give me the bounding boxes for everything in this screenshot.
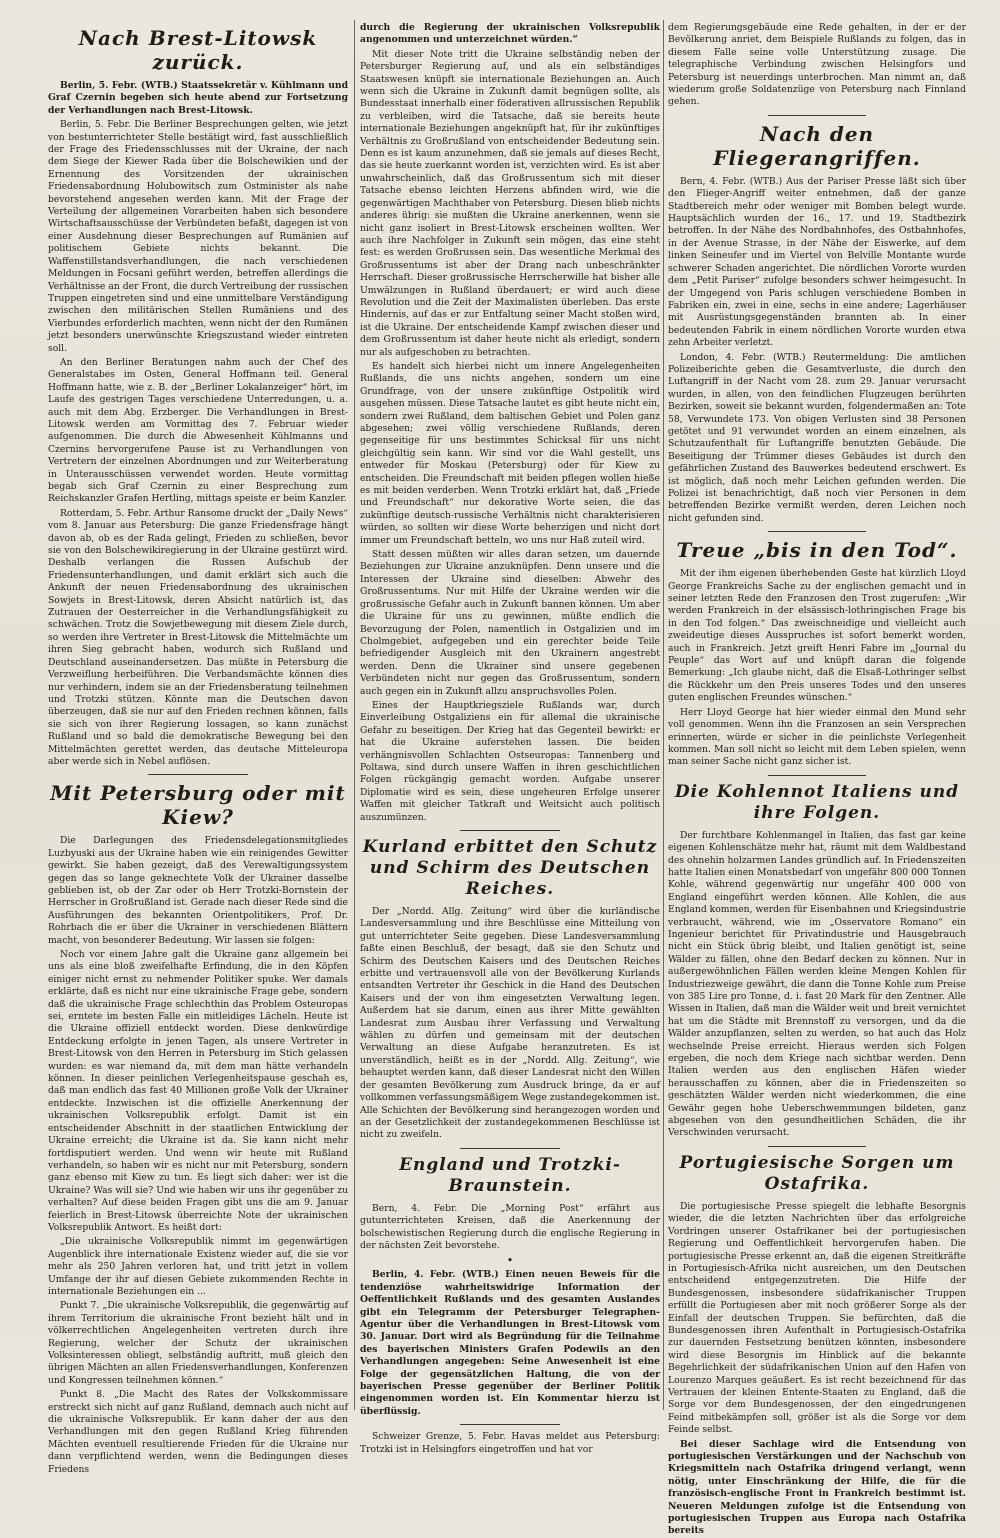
section-divider <box>148 774 248 775</box>
headline-kurland: Kurland erbittet den Schutz und Schirm des Deutschen Reiches. <box>362 837 658 899</box>
section-divider <box>768 115 866 116</box>
article-paragraph: durch die Regierung der ukrainischen Volksrepublik angenommen und unterzeichnet würden.“ <box>360 22 660 46</box>
article-paragraph: Der „Nordd. Allg. Zeitung“ wird über die kurländische Landesversammlung und ihre Beschlüsse eine Mitteilung von gut unterrichteter Seite gegeben. Diese Landesversammlung faßte einen Beschluß, der besagt, daß sie den Schutz und Schirm des Deutschen Kaisers und des Deutschen Reiches erbitte und vertrauensvoll alle von der Bevölkerung Kurlands entsandten Vertreter ihr Geschick in die Hand des Deutschen Kaisers und der von ihm eingesetzten Verwaltung legen. Außerdem hat sie darum, einen aus ihrer Mitte gewählten Landesrat zum Ausbau ihrer Verfassung und Verwaltung wählen zu dürfen und gemeinsam mit der deutschen Verwaltung an diese Aufgabe heranzutreten. Es ist unverständlich, heißt es in der „Nordd. Allg. Zeitung“, wie behauptet werden kann, daß dieser Landesrat nicht den Willen der gesamten Bevölkerung zum Ausdruck bringe, da er auf vollkommen verfassungsmäßigem Wege zustandegekommen ist. Alle Schichten der Bevölkerung sind herangezogen worden und an der Gesetzlichkeit der zustandegekommenen Beschlüsse ist nicht zu zweifeln. <box>360 906 660 1141</box>
section-divider <box>768 775 866 776</box>
section-divider <box>768 531 866 532</box>
column-rule <box>663 20 664 1410</box>
headline-england-trotzki: England und Trotzki-Braunstein. <box>399 1154 621 1196</box>
article-paragraph: Schweizer Grenze, 5. Febr. Havas meldet aus Petersburg: Trotzki ist in Helsingfors eingetroffen und hat vor <box>360 1431 660 1455</box>
article-paragraph: Berlin, 5. Febr. Die Berliner Besprechungen gelten, wie jetzt von bestunterrichteter Stelle bestätigt wird, fast ausschließlich der Frage des Friedensschlusses mit der Ukraine, der nach dem Siege der Kiewer Rada über die Bolschewikien und der Ernennung des Vorsitzenden der ukrainischen Friedensabordnung Holubowitsch zum Ostminister als nahe bevorstehend angesehen werden kann. Mit der Frage der Verteilung der allgemeinen Vorarbeiten haben sich besondere Wirtschaftsausschüsse der Verbündeten befaßt, dagegen ist von einer Ausdehnung dieser Besprechungen auf Rumänien auf politischem Gebiete nichts bekannt. Die Waffenstillstandsverhandlungen, die nach verschiedenen Meldungen in Focsani geführt werden, betreffen allerdings die Verhältnisse an der Front, die durch Vertreibung der russischen Truppen eingetreten sind und eine unmittelbare Verständigung zwischen den militärischen Stellen Rumäniens und des Vierbundes erforderlich machten, wenn nicht der den Rumänen jetzt besonders unerwünschte Kriegszustand wieder eintreten soll. <box>48 119 348 354</box>
section-divider <box>460 1424 560 1425</box>
article-paragraph: Berlin, 5. Febr. (WTB.) Staatssekretär v. Kühlmann und Graf Czernin begeben sich heute abend zur Fortsetzung der Verhandlungen nach Brest-Litowsk. <box>48 80 348 116</box>
article-paragraph: Herr Lloyd George hat hier wieder einmal den Mund sehr voll genommen. Wenn ihn die Franzosen an sein Versprechen erinnerten, würde er sicher in die peinlichste Verlegenheit kommen. Man soll nicht so leicht mit dem Leben spielen, wenn man seiner Sache nicht ganz sicher ist. <box>668 706 966 768</box>
article-paragraph: Es handelt sich hierbei nicht um innere Angelegenheiten Rußlands, die uns nichts angehen, sondern um eine Grundfrage, von der unsere zukünftige Ostpolitik wird ausgehen müssen. Diese Tatsache lautet es gibt heute nicht ein, sondern zwei Rußland, dem baltischen Gebiet und Polen ganz abgesehen; zwei völlig verschiedene Rußlands, deren gegenseitige für uns bestimmtes Schicksal für uns nicht gleichgültig sein kann. Wir sind vor die Wahl gestellt, uns entweder für Moskau (Petersburg) oder für Kiew zu entscheiden. Die Freundschaft mit beiden pflegen wollen hieße es mit beiden verderben. Wenn Trotzki erklärt hat, daß „Friede und Freundschaft“ nur dekorative Worte seien, die das zukünftige deutsch-russische Verhältnis nicht charakterisieren würden, so sollten wir diese Worte beherzigen und nicht dort immer um Freundschaft betteln, wo uns nur Haß zuteil wird. <box>360 360 660 546</box>
section-divider <box>460 1148 560 1149</box>
article-paragraph: Mit dieser Note tritt die Ukraine selbständig neben der Petersburger Regierung auf, und als ein selbständiges Staatswesen knüpft sie internationale Beziehungen an. Auch wenn sich die Ukraine in Zukunft damit begnügen sollte, als Bundesstaat innerhalb einer föderativen allrussischen Republik zu verbleiben, wird die Tatsache, daß sie bereits heute internationale Beziehungen angeknüpft hat, für ihr zukünftiges Verhältnis zu Großrußland von entscheidender Bedeutung sein. Denn es ist kaum anzunehmen, daß sie jemals auf dieses Recht, das sie heute zuerkannt worden ist, verzichten wird. Es ist aber unwahrscheinlich, daß das Großrussentum sich mit dieser Tatsache ebenso leichten Herzens abfinden wird, wie die gegenwärtigen Machthaber von Petersburg. Diesen blieb nichts anderes übrig: sie mußten die Ukraine anerkennen, wenn sie nicht ganz isoliert in Brest-Litowsk erscheinen wollten. Wer auch ihre Nachfolger in Zukunft sein mögen, das eine steht fest: es werden Großrussen sein. Das wesentliche Merkmal des Großrussentums ist aber der Drang nach unbeschränkter Herrschaft. Dieser großrussische Herrscherwille hat bisher alle Umwälzungen in Rußland überdauert; er wird auch diese Revolution und die Zeit der Maximalisten überleben. Das erste Hindernis, auf das er zur Entfaltung seiner Macht stoßen wird, ist die Ukraine. Der entscheidende Kampf zwischen dieser und dem Großrussentum ist daher heute nicht als erledigt, sondern nur als aufgeschoben zu betrachten. <box>360 48 660 358</box>
headline-ostafrika: Portugiesische Sorgen um Ostafrika. <box>679 1152 955 1194</box>
article-paragraph: Punkt 7. „Die ukrainische Volksrepublik, die gegenwärtig auf ihrem Territorium die ukrainische Front bezieht hält und in völkerrechtlichen Angelegenheiten vertreten durch ihre Regierung, welcher der Schutz der ukrainischen Volksinteressen obliegt, selbständig auftritt, muß gleich den übrigen Mächten an allen Friedensverhandlungen, Konferenzen und Kongressen teilnehmen können.“ <box>48 1300 348 1386</box>
section-divider <box>768 1146 866 1147</box>
article-paragraph: Mit der ihm eigenen überhebenden Geste hat kürzlich Lloyd George Frankreichs Sache zu der englischen gemacht und in seiner letzten Rede den Franzosen den Trost zugerufen: „Wir werden Frankreich in der elsässisch-lothringischen Frage bis in den Tod folgen.“ Das zweischneidige und vielleicht auch zweideutige dieses Ausspruches ist sofort bemerkt worden, auch in Frankreich. Jetzt greift Henri Fabre im „Journal du Peuple“ das Wort auf und knüpft daran die folgende Bemerkung: „Ich glaube nicht, daß die Elsaß-Lothringer selbst die Rückkehr um den Preis unseres Todes und den unseres guten englischen Freundes wünschen.“ <box>668 568 966 704</box>
article-paragraph: Berlin, 4. Febr. (WTB.) Einen neuen Beweis für die tendenziöse wahrheitswidrige Information der Oeffentlichkeit Rußlands und des gesamten Auslandes gibt ein Telegramm der Petersburger Telegraphen-Agentur über die Verhandlungen in Brest-Litowsk vom 30. Januar. Dort wird als Begründung für die Teilnahme des bayerischen Ministers Grafen Podewils an den Verhandlungen angegeben: Seine Anwesenheit ist eine Folge der gegensätzlichen Haltung, die von der bayerischen Presse gegenüber der Berliner Politik eingenommen worden ist. Ein Kommentar hierzu ist überflüssig. <box>360 1269 660 1417</box>
article-paragraph: Bern, 4. Febr. Die „Morning Post“ erfährt aus gutunterrichteten Kreisen, daß die Anerkennung der bolschewistischen Regierung durch die englische Regierung in der nächsten Zeit bevorstehe. <box>360 1202 660 1251</box>
headline-kohlennot: Die Kohlennot Italiens und ihre Folgen. <box>674 781 960 823</box>
article-paragraph: Bern, 4. Febr. (WTB.) Aus der Pariser Presse läßt sich über den Flieger-Angriff weiter entnehmen, daß der ganze Stadtbereich mehr oder weniger mit Bomben belegt wurde. Hauptsächlich wurden der 16., 17. und 19. Stadtbezirk betroffen. In der Nähe des Nordbahnhofes, des Ostbahnhofes, in der Avenue Strasse, in der Nähe der Eiswerke, auf dem linken Seineufer und im Viertel von Belville Montante wurde schwerer Schaden angerichtet. Die nördlichen Vororte wurden dem „Petit Pariser“ zufolge besonders schwer heimgesucht. In der Umgegend von Paris schlugen verschiedene Bomben in Fabriken ein, zwei in eine, sechs in eine andere; Lagerhäuser mit Ausrüstungsgegenständen brannten ab. In einer bedeutenden Fabrik in einem nördlichen Vororte wurden etwa zehn Arbeiter verletzt. <box>668 175 966 349</box>
article-paragraph: London, 4. Febr. (WTB.) Reutermeldung: Die amtlichen Polizeiberichte geben die Gesamtverluste, die durch den Luftangriff in der Nacht vom 28. zum 29. Januar verursacht wurden, in allen, von den feindlichen Flugzeugen berührten Bezirken, soweit sie bekannt wurden, folgendermaßen an: Tote 58, Verwundete 173. Von obigen Verlusten sind 38 Personen getötet und 91 verwundet worden an einem einzelnen, als Schutzaufenthalt für Luftangriffe benutzten Gebäude. Die Beseitigung der Trümmer dieses Gebäudes ist durch den gefährlichen Zustand des Bauwerkes bedeutend erschwert. Es ist möglich, daß noch mehr Leichen gefunden werden. Die Polizei ist benachrichtigt, daß noch vier Personen in dem betreffenden Bezirke vermißt werden, deren Leichen noch nicht gefunden sind. <box>668 351 966 524</box>
column-1 <box>48 22 348 1475</box>
article-paragraph: Die Darlegungen des Friedensdelegationsmitgliedes Luzbyuski aus der Ukraine haben wie ein reinigendes Gewitter gewirkt. Sie haben gezeigt, daß des Verewaltigungssystem gegen das so lange geknechtete Volk der Ukrainer dasselbe geblieben ist, ob der Zar oder ob Herr Trotzki-Bornstein der Herrscher in Großrußland ist. Gerade nach dieser Rede sind die Ausführungen des bekannten Orientpolitikers, Prof. Dr. Rohrbach die er über die Ukrainer in verschiedenen Blättern macht, von besonderer Bedeutung. Wir lassen sie folgen: <box>48 835 348 946</box>
column-rule <box>354 20 355 1410</box>
article-paragraph: „Die ukrainische Volksrepublik nimmt im gegenwärtigen Augenblick ihre internationale Existenz wieder auf, die sie vor mehr als 250 Jahren verloren hat, und tritt jetzt in vollem Umfange der ihr auf diesen Gebiete zukommenden Rechte in internationale Beziehungen ein ... <box>48 1236 348 1297</box>
headline-brest-litowsk: Nach Brest-Litowsk zurück. <box>78 26 318 74</box>
column-2 <box>360 22 660 1455</box>
article-paragraph: Bei dieser Sachlage wird die Entsendung von portugiesischen Verstärkungen und der Nachschub von Kriegsmitteln nach Ostafrika dringend verlangt, wenn nötig, unter Einschränkung der Hilfe, die für die französisch-englische Front in Frankreich bestimmt ist. Neueren Meldungen zufolge ist die Entsendung von portugiesischen Truppen aus Europa nach Ostafrika bereits <box>668 1438 966 1537</box>
article-paragraph: Statt dessen müßten wir alles daran setzen, um dauernde Beziehungen zur Ukraine anzuknüpfen. Denn unsere und die Interessen der Ukraine sind dieselben: Abwehr des Großrussentums. Nur mit Hilfe der Ukraine werden wir die großrussische Gefahr auch in Zukunft bannen können. Um aber die Ukraine für uns zu gewinnen, müßte endlich die Bevorzugung der Polen, namentlich in Ostgalizien und im Cholmgebiet, aufgegeben und ein gerechter beide Teile befriedigender Ausgleich mit den Ukrainern angestrebt werden. Denn die Ukrainer sind unsere gegebenen Verbündeten nicht nur gegen das Großrussentum, sondern auch gegen ein in Zukunft allzu anspruchsvolles Polen. <box>360 549 660 697</box>
article-paragraph: An den Berliner Beratungen nahm auch der Chef des Generalstabes im Osten, General Hoffmann teil. General Hoffmann hatte, wie z. B. der „Berliner Lokalanzeiger“ hört, im Laufe des gestrigen Tages verschiedene Unterredungen, u. a. auch mit dem Abg. Erzberger. Die Verhandlungen in Brest-Litowsk werden am Vormittag des 7. Februar wieder aufgenommen. Die durch die Abwesenheit Kühlmanns und Czernins hervorgerufene Pause ist zu Verhandlungen von Vertretern der einzelnen Abordnungen und zur Weiterberatung in Unterausschüssen verwendet worden. Heute vormittag begab sich Graf Czernin zu einer Besprechung zum Reichskanzler Grafen Hertling, mittags speiste er beim Kanzler. <box>48 356 348 505</box>
separator-dot: • <box>506 1254 514 1268</box>
section-divider <box>460 830 560 831</box>
article-paragraph: dem Regierungsgebäude eine Rede gehalten, in der er der Bevölkerung anriet, dem Beispiele Rußlands zu folgen, das in diesem Falle seine volle Unterstützung zusage. Die telegraphische Verbindung zwischen Helsingfors und Petersburg ist neuerdings unterbrochen. Man nimmt an, daß wiederum große Soldatenzüge von Petersburg nach Finnland gehen. <box>668 22 966 108</box>
article-paragraph: Eines der Hauptkriegsziele Rußlands war, durch Einverleibung Ostgaliziens ein für allemal die ukrainische Gefahr zu beseitigen. Der Krieg hat das Gegenteil bewirkt: er hat die Ukraine auferstehen lassen. Die beiden verhängnisvollen Schlachten Ostseuropas: Tannenberg und Poltawa, sind durch unsere Waffen in ihren geschichtlichen Folgen rückgängig gemacht worden. Aufgabe unserer Diplomatie wird es sein, diese ungeheuren Erfolge unserer Waffen mit gleicher Tatkraft und Weitsicht auch politisch auszumünzen. <box>360 699 660 823</box>
article-paragraph: Die portugiesische Presse spiegelt die lebhafte Besorgnis wieder, die die letzten Nachrichten über das erfolgreiche Vordringen unserer Ostafrikaner bei der portugiesischen Regierung und Oeffentlichkeit hervorgerufen haben. Die portugiesische Presse erkennt an, daß die eigenen Streitkräfte in Portugiesisch-Afrika nicht ausreichen, um den Deutschen entscheidend entgegenzutreten. Die Hilfe der Bundesgenossen, insbesondere südafrikanischer Truppen erfüllt die Portugiesen aber mit noch größerer Sorge als der Einfall der deutschen Truppen. Sie befürchten, daß die Bundesgenossen ihren Aufenthalt in Portugiesisch-Ostafrika zur dauernden Festsetzung benützen könnten, insbesondere wird diese Besorgnis im Hinblick auf die bekannte Begehrlichkeit der südafrikanischen Union auf den Hafen von Lourenzo Marques geäußert. Es ist recht bezeichnend für das Vertrauen der kleinen Entente-Staaten zu England, daß die Sorge vor dem Bundesgenossen, der den eingedrungenen Feind mitbekämpfen soll, größer ist als die Sorge vor dem Feinde selbst. <box>668 1200 966 1436</box>
headline-fliegerangriffe: Nach den Fliegerangriffen. <box>713 121 921 170</box>
headline-petersburg-kiew: Mit Petersburg oder mit Kiew? <box>50 781 346 830</box>
column-3 <box>668 22 966 1537</box>
article-paragraph: Punkt 8. „Die Macht des Rates der Volkskommissare erstreckt sich nicht auf ganz Rußland, demnach auch nicht auf die ukrainische Volksrepublik. Er kann daher der aus den Verhandlungen mit den gegen Rußland Krieg führenden Mächten eventuell resultierende Frieden für die Ukraine nur dann verpflichtend werden, wenn die Bedingungen dieses Friedens <box>48 1389 348 1475</box>
headline-treue: Treue „bis in den Tod“. <box>676 538 958 563</box>
article-paragraph: Noch vor einem Jahre galt die Ukraine ganz allgemein bei uns als eine bloß zweifelhafte Erfindung, die in den Köpfen einiger nicht ernst zu nehmender Politiker spuke. Wer damals erklärte, daß es nicht nur eine ukrainische Frage gebe, sondern daß die ukrainische Frage schlechthin das Problem Osteuropas sei, erntete im besten Falle ein mitleidiges Lächeln. Heute ist die Ukraine offiziell entdeckt worden. Diese denkwürdige Entdeckung erfolgte in jenen Tagen, als unsere Vertreter in Brest-Litowsk von den Herren in Petersburg im Stich gelassen wurden: es war niemand da, mit dem man hätte verhandeln können. In dieser peinlichen Verlegenheitspause geschah es, daß man endlich das fast 40 Millionen große Volk der Ukrainer entdeckte. Inzwischen ist die offizielle Anerkennung der ukrainischen Volksrepublik erfolgt. Damit ist ein entscheidender Abschnitt in der staatlichen Entwicklung der Ukraine erreicht; die Ukraine ist da. Sie kann nicht mehr fortdisputiert werden. Und wenn wir heute mit Rußland verhandeln, so haben wir es nicht nur mit Petersburg, sondern ganz ebenso mit Kiew zu tun. Es liegt sich daher: wer ist die Ukraine? Was will sie? Und wie haben wir uns ihr gegenüber zu verhalten? Auf diese beiden Fragen gibt uns die am 9. Januar feierlich in Brest-Litowsk überreichte Note der ukrainischen Volksrepublik Antwort. Es heißt dort: <box>48 949 348 1233</box>
article-paragraph: Rotterdam, 5. Febr. Arthur Ransome druckt der „Daily News“ vom 8. Januar aus Petersburg: Die ganze Friedensfrage hängt davon ab, ob es der Rada gelingt, Frieden zu schließen, bevor sie von den Bolschewikiregierung in der Ukraine gestürzt wird. Deshalb verlangen die Russen Aufschub der Friedensunterhandlungen, und damit erklärt sich auch die Ankunft der neuen Friedensabordnung des ukrainischen Sowjets in Brest-Litowsk, deren Absicht natürlich ist, das Zutrauen der Oesterreicher in die Verhandlungsfähigkeit zu schwächen. Trotz die Sowjetbewegung mit diesem Ziele durch, so werden ihre Vertreter in Brest-Litowsk die Mittelmächte um ihren Sieg gebracht haben, wodurch sich Rußland und Deutschland auseinandersetzen. Das müßte in Petersburg die Verzweiflung herbeiführen. Die Verbandsmächte können dies nur verhindern, indem sie an der Friedensberatung teilnehmen und Trotzki stützen. Könnte man die Deutschen davon überzeugen, daß sie nur auf den Frieden rechnen können, falls sie sich von ihrer Regierung lossagen, so kann zunächst Rußland und so bald die demokratische Bewegung bei den Mittelmächten gerettet werden, das deutsche Mitteleuropa aber werde sich in Nebel auflösen. <box>48 507 348 767</box>
article-paragraph: Der furchtbare Kohlenmangel in Italien, das fast gar keine eigenen Kohlenschätze mehr hat, räumt mit dem Waldbestand des ohnehin holzarmen Landes gründlich auf. In Friedenszeiten hatte Italien einen Monatsbedarf von ungefähr 800 000 Tonnen Kohle, während gegenwärtig nur ungefähr 400 000 von England eingeführt werden können. Alle Kohlen, die aus England kommen, werden für Eisenbahnen und Kriegsindustrie verbraucht, während, wie im „Osservatore Romano“ ein Ingenieur berichtet für Privatindustrie und Hausgebrauch nicht ein Stück übrig bleibt, und Italien genötigt ist, seine Wälder zu fällen, ohne den Bedarf decken zu können. Nur in außergewöhnlichen Fällen werden kleine Mengen Kohlen für Industriezweige gewährt, die dann die Tonne Kohle zum Preise von 385 Lire pro Tonne, d. i. fast 20 Mark für den Zentner. Alle Wissen in Italien, daß man die Wälder weit und breit vernichtet hat um die Städte mit Brennstoff zu versorgen, und da die Wälder anzupflanzen, selten zu werden, so hat auch das Holz wechselnde Preise erreicht. Hieraus werden sich Folgen ergeben, die noch dem Kriege nach sichtbar werden. Denn Italien werden aus den englischen Häfen wieder herausschaffen zu können, aber die in Friedenszeiten so geschätzten Wälder werden nicht wiederkommen, die eine Gewähr gegen hohe Ueberschwemmungen bildeten, ganz abgesehen von den gesundheitlichen Schäden, die ihr Verschwinden verursacht. <box>668 829 966 1139</box>
